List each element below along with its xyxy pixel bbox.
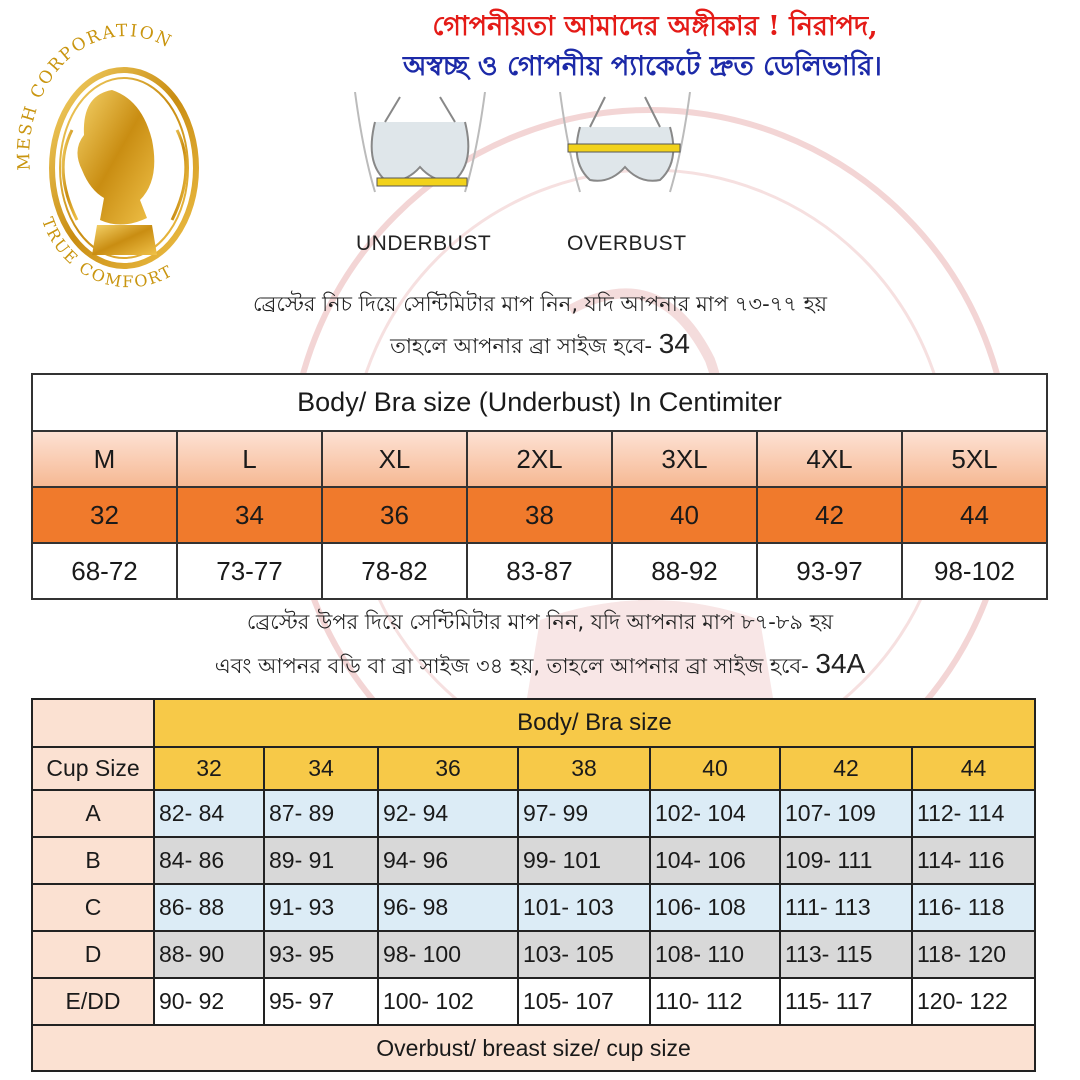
overbust-cell: 94- 96	[378, 837, 518, 884]
size-label: L	[177, 431, 322, 487]
band-header: 38	[518, 747, 650, 790]
overbust-result-size: 34A	[815, 648, 866, 679]
overbust-cell: 113- 115	[780, 931, 912, 978]
overbust-cell: 106- 108	[650, 884, 780, 931]
table-row	[32, 790, 1035, 837]
overbust-cell: 82- 84	[154, 790, 264, 837]
logo-name-text: MESH CORPORATION	[13, 20, 176, 171]
overbust-cell: 87- 89	[264, 790, 378, 837]
band-size: 34	[177, 487, 322, 543]
headline-line-1: গোপনীয়তা আমাদের অঙ্গীকার ! নিরাপদ,	[432, 11, 878, 42]
overbust-cell: 91- 93	[264, 884, 378, 931]
table-row	[32, 978, 1035, 1025]
underbust-instruction-line-1: ব্রেস্টের নিচ দিয়ে সেন্টিমিটার মাপ নিন, যদি আপনার মাপ ৭৩-৭৭ হয়	[252, 292, 828, 316]
overbust-label: OVERBUST	[567, 232, 687, 255]
overbust-cell: 88- 90	[154, 931, 264, 978]
overbust-cell: 86- 88	[154, 884, 264, 931]
overbust-instruction-line-2	[0, 648, 1080, 685]
logo-tagline-text: TRUE COMFORT	[38, 214, 177, 292]
overbust-cell: 104- 106	[650, 837, 780, 884]
cup-size-table	[31, 698, 1036, 1072]
overbust-cell: 97- 99	[518, 790, 650, 837]
overbust-instruction-text: এবং আপনর বডি বা ব্রা সাইজ ৩৪ হয়, তাহলে আপনার ব্রা সাইজ হবে-	[214, 654, 809, 678]
overbust-cell: 103- 105	[518, 931, 650, 978]
overbust-cell: 118- 120	[912, 931, 1035, 978]
overbust-cell: 107- 109	[780, 790, 912, 837]
cup-label: B	[32, 837, 154, 884]
overbust-cell: 95- 97	[264, 978, 378, 1025]
cup-label: A	[32, 790, 154, 837]
overbust-cell: 99- 101	[518, 837, 650, 884]
table-row	[32, 884, 1035, 931]
overbust-cell: 101- 103	[518, 884, 650, 931]
table-corner	[32, 699, 154, 747]
size-label: 5XL	[902, 431, 1047, 487]
underbust-figure	[345, 92, 495, 202]
band-size: 32	[32, 487, 177, 543]
band-header: 36	[378, 747, 518, 790]
size-label: M	[32, 431, 177, 487]
overbust-cell: 109- 111	[780, 837, 912, 884]
underbust-instruction-text: তাহলে আপনার ব্রা সাইজ হবে-	[390, 334, 653, 358]
cup-table-title: Body/ Bra size	[154, 699, 1035, 747]
size-label: 2XL	[467, 431, 612, 487]
underbust-range: 68-72	[32, 543, 177, 599]
underbust-result-size: 34	[658, 328, 690, 359]
band-size: 36	[322, 487, 467, 543]
overbust-cell: 110- 112	[650, 978, 780, 1025]
underbust-instruction-line-2	[0, 328, 1080, 365]
band-header: 40	[650, 747, 780, 790]
band-header: 44	[912, 747, 1035, 790]
overbust-cell: 120- 122	[912, 978, 1035, 1025]
size-label: 3XL	[612, 431, 757, 487]
cup-table-footer: Overbust/ breast size/ cup size	[32, 1025, 1035, 1071]
band-size: 42	[757, 487, 902, 543]
underbust-table-title: Body/ Bra size (Underbust) In Centimiter	[32, 374, 1047, 431]
overbust-cell: 112- 114	[912, 790, 1035, 837]
overbust-cell: 114- 116	[912, 837, 1035, 884]
underbust-label: UNDERBUST	[356, 232, 492, 255]
band-size: 38	[467, 487, 612, 543]
overbust-instruction-line-1: ব্রেস্টের উপর দিয়ে সেন্টিমিটার মাপ নিন, যদি আপনার মাপ ৮৭-৮৯ হয়	[246, 610, 834, 634]
overbust-cell: 84- 86	[154, 837, 264, 884]
size-label: XL	[322, 431, 467, 487]
underbust-range: 83-87	[467, 543, 612, 599]
overbust-cell: 98- 100	[378, 931, 518, 978]
underbust-range: 78-82	[322, 543, 467, 599]
cup-size-header: Cup Size	[32, 747, 154, 790]
overbust-cell: 90- 92	[154, 978, 264, 1025]
table-row	[32, 837, 1035, 884]
underbust-range: 88-92	[612, 543, 757, 599]
underbust-size-table	[31, 373, 1048, 600]
overbust-cell: 105- 107	[518, 978, 650, 1025]
cup-label: C	[32, 884, 154, 931]
overbust-cell: 115- 117	[780, 978, 912, 1025]
overbust-cell: 108- 110	[650, 931, 780, 978]
band-size: 40	[612, 487, 757, 543]
overbust-cell: 100- 102	[378, 978, 518, 1025]
size-label: 4XL	[757, 431, 902, 487]
overbust-cell: 89- 91	[264, 837, 378, 884]
cup-label: E/DD	[32, 978, 154, 1025]
overbust-cell: 111- 113	[780, 884, 912, 931]
band-header: 34	[264, 747, 378, 790]
overbust-figure	[550, 92, 700, 202]
overbust-cell: 92- 94	[378, 790, 518, 837]
overbust-cell: 96- 98	[378, 884, 518, 931]
overbust-cell: 102- 104	[650, 790, 780, 837]
band-header: 32	[154, 747, 264, 790]
underbust-range: 98-102	[902, 543, 1047, 599]
underbust-range: 93-97	[757, 543, 902, 599]
cup-label: D	[32, 931, 154, 978]
underbust-range: 73-77	[177, 543, 322, 599]
band-size: 44	[902, 487, 1047, 543]
overbust-cell: 116- 118	[912, 884, 1035, 931]
overbust-cell: 93- 95	[264, 931, 378, 978]
table-row	[32, 931, 1035, 978]
band-header: 42	[780, 747, 912, 790]
brand-logo	[12, 20, 237, 305]
headline-line-2: অস্বচ্ছ ও গোপনীয় প্যাকেটে দ্রুত ডেলিভারি।	[403, 51, 882, 82]
